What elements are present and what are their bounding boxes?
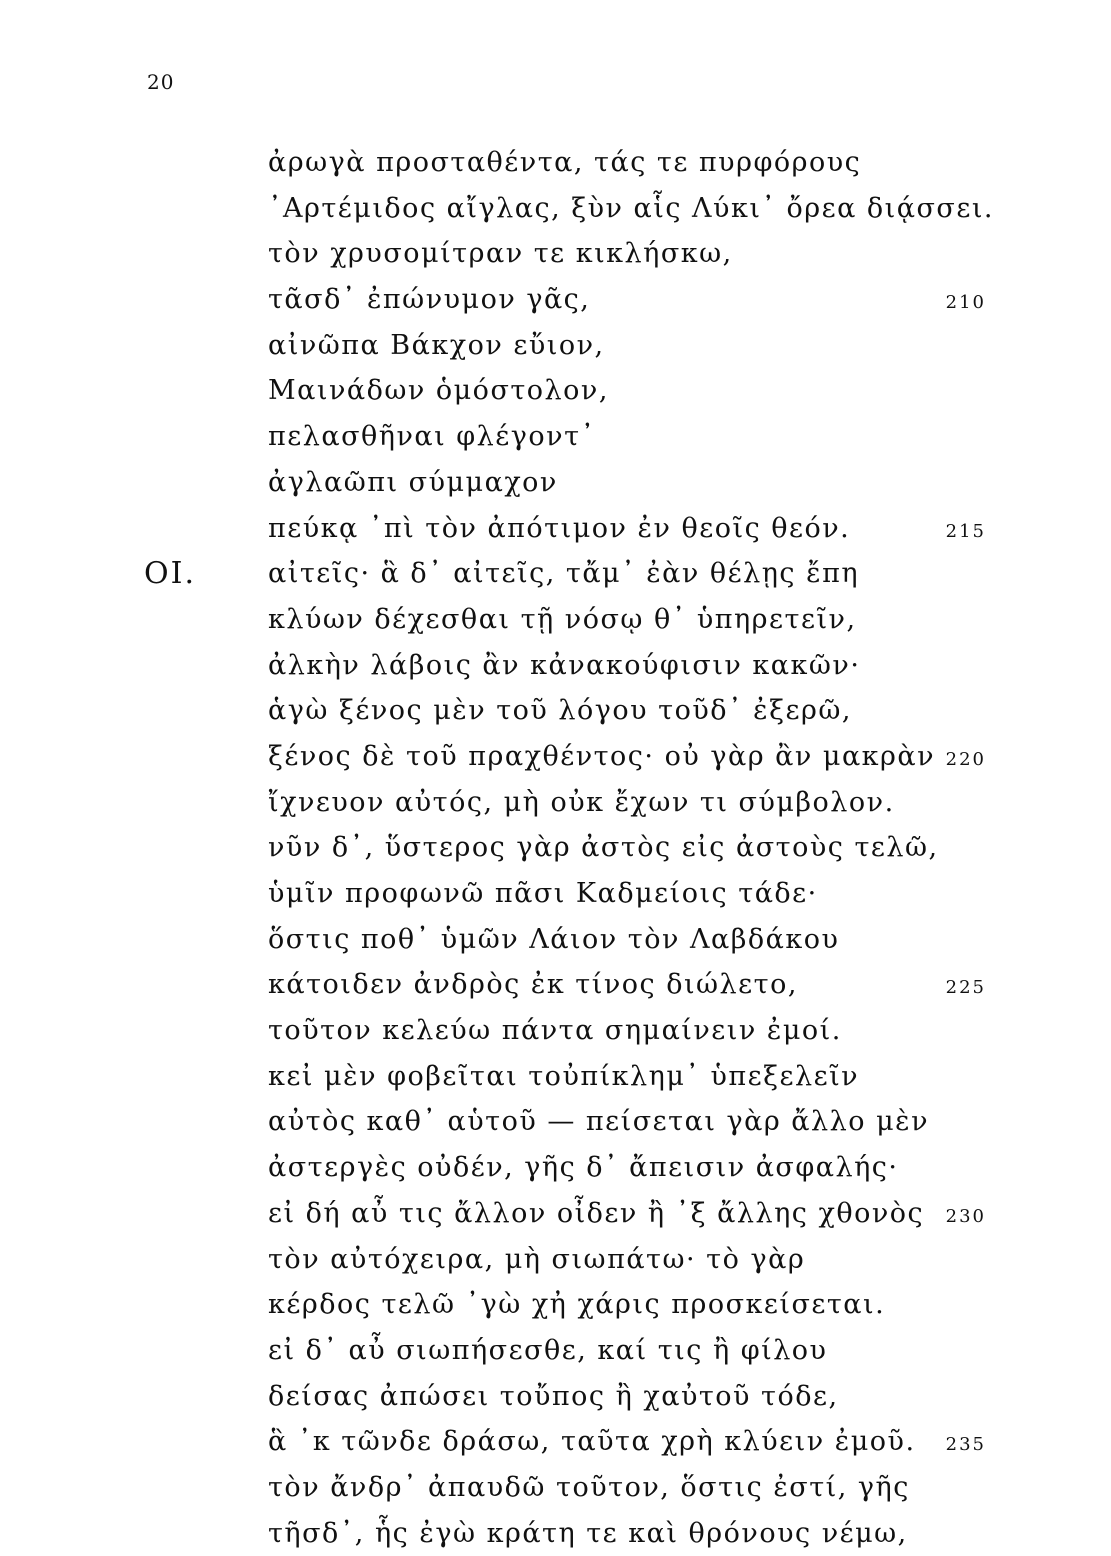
verse-line	[0, 551, 1111, 597]
verse-line	[0, 231, 1111, 277]
verse-line	[0, 1465, 1111, 1511]
verse-text: ἃ ᾽κ τῶνδε δράσω, ταῦτα χρὴ κλύειν ἐμοῦ.	[268, 1426, 916, 1458]
verse-line	[0, 1511, 1111, 1556]
verse-line	[0, 323, 1111, 369]
verse-text: ἁγὼ ξένος μὲν τοῦ λόγου τοῦδ᾽ ἐξερῶ,	[268, 695, 852, 727]
verse-line	[0, 825, 1111, 871]
line-number: 225	[945, 977, 986, 999]
verse-line	[0, 506, 1111, 552]
verse-text: ᾽Αρτέμιδος αἴγλας, ξὺν αἷς Λύκι᾽ ὄρεα διᾴσσει.	[268, 192, 995, 224]
line-number: 210	[945, 292, 986, 314]
verse-text: τὸν ἄνδρ᾽ ἀπαυδῶ τοῦτον, ὅστις ἐστί, γῆς	[268, 1471, 910, 1503]
line-number: 235	[945, 1434, 986, 1456]
verse-text: ἴχνευον αὐτός, μὴ οὐκ ἔχων τι σύμβολον.	[268, 786, 895, 818]
verse-text: δείσας ἀπώσει τοὔπος ἢ χαὐτοῦ τόδε,	[268, 1380, 839, 1412]
verse-text: τὸν αὐτόχειρα, μὴ σιωπάτω· τὸ γὰρ	[268, 1243, 806, 1275]
verse-text: κλύων δέχεσθαι τῇ νόσῳ θ᾽ ὑπηρετεῖν,	[268, 603, 857, 635]
verse-text: αἰνῶπα Βάκχον εὔιον,	[268, 329, 605, 361]
page-number: 20	[147, 70, 175, 94]
verse-text: κέρδος τελῶ ᾽γὼ χἠ χάρις προσκείσεται.	[268, 1289, 886, 1321]
verse-line	[0, 1282, 1111, 1328]
verse-line	[0, 597, 1111, 643]
verse-line	[0, 1237, 1111, 1283]
verse-line	[0, 643, 1111, 689]
verse-line	[0, 917, 1111, 963]
verse-text: τῆσδ᾽, ἧς ἐγὼ κράτη τε καὶ θρόνους νέμω,	[268, 1517, 908, 1549]
verse-line	[0, 460, 1111, 506]
verse-text: εἰ δ᾽ αὖ σιωπήσεσθε, καί τις ἢ φίλου	[268, 1334, 828, 1366]
verse-line	[0, 1328, 1111, 1374]
verse-line	[0, 1099, 1111, 1145]
verse-text: ἀρωγὰ προσταθέντα, τάς τε πυρφόρους	[268, 147, 862, 178]
verse-text: τοῦτον κελεύω πάντα σημαίνειν ἐμοί.	[268, 1015, 842, 1047]
verse-text: πελασθῆναι φλέγοντ᾽	[268, 421, 596, 453]
verse-text: τὸν χρυσομίτραν τε κικλήσκω,	[268, 238, 733, 270]
verse-text: εἰ δή αὖ τις ἄλλον οἶδεν ἢ ᾽ξ ἄλλης χθονὸς	[268, 1197, 925, 1229]
verse-line	[0, 277, 1111, 323]
verse-line	[0, 1374, 1111, 1420]
verse-text: νῦν δ᾽, ὕστερος γὰρ ἀστὸς εἰς ἀστοὺς τελῶ,	[268, 832, 939, 864]
verse-text: αἰτεῖς· ἃ δ᾽ αἰτεῖς, τἄμ᾽ ἐὰν θέλῃς ἔπη	[268, 558, 860, 590]
line-number: 230	[945, 1205, 986, 1227]
verse-text: ἀγλαῶπι σύμμαχον	[268, 466, 558, 498]
verse-text: κάτοιδεν ἀνδρὸς ἐκ τίνος διώλετο,	[268, 969, 798, 1001]
verse-line	[0, 688, 1111, 734]
verse-text: ξένος δὲ τοῦ πραχθέντος· οὐ γὰρ ἂν μακρὰν	[268, 740, 936, 772]
verse-text: ἀστεργὲς οὐδέν, γῆς δ᾽ ἄπεισιν ἀσφαλής·	[268, 1152, 899, 1184]
line-number: 215	[945, 520, 986, 542]
verse-line	[0, 962, 1111, 1008]
verse-line	[0, 1419, 1111, 1465]
verse-line	[0, 1008, 1111, 1054]
verse-block	[0, 140, 1111, 1556]
verse-text: αὐτὸς καθ᾽ αὑτοῦ — πείσεται γὰρ ἄλλο μὲν	[268, 1106, 930, 1138]
verse-text: Μαινάδων ὁμόστολον,	[268, 375, 609, 407]
verse-line	[0, 780, 1111, 826]
line-number: 220	[945, 748, 986, 770]
verse-text: ὅστις ποθ᾽ ὑμῶν Λάιον τὸν Λαβδάκου	[268, 923, 840, 955]
verse-line	[0, 1054, 1111, 1100]
verse-line	[0, 368, 1111, 414]
speaker-label: ΟΙ.	[144, 556, 196, 592]
verse-line	[0, 140, 1111, 186]
verse-text: κεἰ μὲν φοβεῖται τοὐπίκλημ᾽ ὑπεξελεῖν	[268, 1060, 860, 1092]
verse-line	[0, 871, 1111, 917]
verse-text: ἀλκὴν λάβοις ἂν κἀνακούφισιν κακῶν·	[268, 649, 861, 681]
verse-line	[0, 414, 1111, 460]
verse-text: πεύκᾳ ᾽πὶ τὸν ἀπότιμον ἐν θεοῖς θεόν.	[268, 512, 851, 544]
verse-text: ὑμῖν προφωνῶ πᾶσι Καδμείοις τάδε·	[268, 878, 818, 909]
verse-line	[0, 186, 1111, 232]
verse-line	[0, 1191, 1111, 1237]
verse-line	[0, 734, 1111, 780]
verse-line	[0, 1145, 1111, 1191]
verse-text: τᾶσδ᾽ ἐπώνυμον γᾶς,	[268, 284, 591, 316]
